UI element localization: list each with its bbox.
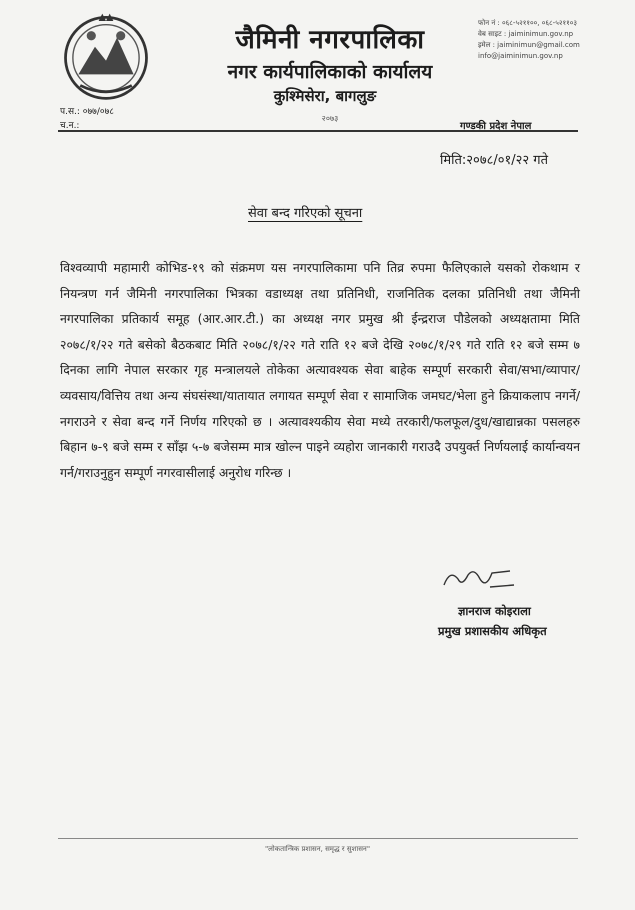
header-divider <box>58 130 578 132</box>
reference-cn: च.न.: <box>60 121 80 131</box>
notice-body-text: विश्वव्यापी महामारी कोभिड-१९ को संक्रमण यस नगरपालिकामा पनि तिव्र रुपमा फैलिएकाले यसको रोकथाम र नियन्त्रण गर्न जैमिनी नगरपालिका भित्रका वडाध्यक्ष तथा प्रतिनिधी, राजनितिक दलका प्रतिनिधी तथा जैमिनी नगरपालिका प्रतिकार्य समूह (आर.आर.टी.) का अध्यक्ष नगर प्रमुख श्री ईन्द्रराज पौडेलको अध्यक्षतामा मिति २०७८/१/२२ गते बसेको बैठकबाट मिति २०७८/१/२२ गते राति १२ बजे देखि २०७८/१/२९ गते राति १२ बजे सम्म ७ दिनका लागि नेपाल सरकार गृह मन्त्रालयले तोकेका अत्यावश्यक सेवा बाहेक सम्पूर्ण सरकारी सेवा/सभा/व्यापार/व्यवसाय/वित्तिय तथा अन्य संघसंस्था/यातायात लगायत सम्पूर्ण सेवा र सामाजिक जमघट/भेला हुने क्रियाकलाप नगर्ने/नगराउने र सेवा बन्द गर्ने निर्णय गरिएको छ । अत्यावश्यकीय सेवा मध्ये तरकारी/फलफूल/दुध/खाद्यान्नका पसलहरु बिहान ७-९ बजे सम्म र साँझ ५-७ बजेसम्म मात्र खोल्न पाइने व्यहोरा जानकारी गराउदै उपयुर्क्त निर्णयलाई कार्यान्वयन गर्न/गराउनुहुन सम्पूर्ण नगरवासीलाई अनुरोध गरिन्छ । <box>60 260 581 480</box>
contact-email-alt: info@jaiminimun.gov.np <box>478 52 563 60</box>
contact-phone: फोन नं : ०६८-५२११००, ०६८-५२११०३ <box>478 19 578 27</box>
office-address: कुश्मिसेरा, बागलुङ <box>273 87 377 105</box>
reference-block <box>60 105 114 133</box>
nepal-emblem-icon <box>60 10 152 102</box>
signature-scribble <box>440 565 520 595</box>
established-year: २०७३ <box>321 114 339 123</box>
signatory-name: ज्ञानराज कोइराला <box>458 604 531 618</box>
office-title: नगर कार्यपालिकाको कार्यालय <box>227 61 433 83</box>
notice-date: मिति:२०७८/०१/२२ गते <box>440 153 548 168</box>
contact-block <box>478 18 628 62</box>
municipality-title: जैमिनी नगरपालिका <box>235 25 425 55</box>
signatory-title: प्रमुख प्रशासकीय अधिकृत <box>438 624 547 638</box>
notice-body <box>60 255 580 485</box>
contact-email: इमेल : jaiminimun@gmail.com <box>478 41 580 49</box>
reference-ps: प.स.: ०७७/०७८ <box>60 107 114 117</box>
notice-subject: सेवा बन्द गरिएको सूचना <box>248 206 363 221</box>
footer-divider <box>58 838 578 839</box>
contact-website: वेब साइट : jaiminimun.gov.np <box>478 30 574 38</box>
footer-motto: "लोकतान्त्रिक प्रशासन, समृद्ध र सुशासन" <box>264 845 371 853</box>
province-label: गण्डकी प्रदेश नेपाल <box>460 121 532 132</box>
